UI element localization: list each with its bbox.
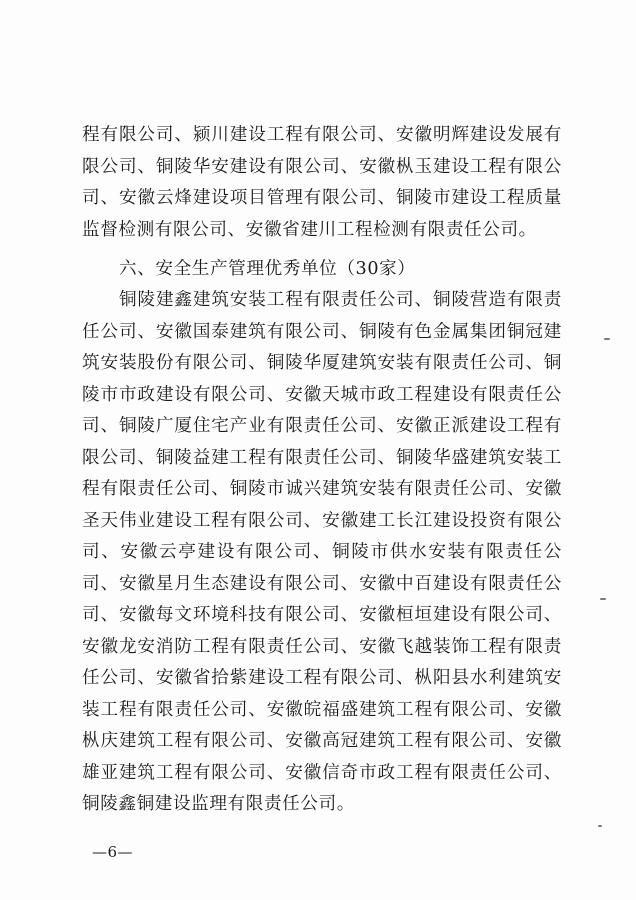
section-paragraph: 铜陵建鑫建筑安装工程有限责任公司、铜陵营造有限责任公司、安徽国泰建筑有限公司、铜陵有色金属集团铜冠建筑安装股份有限公司、铜陵华厦建筑安装有限责任公司、铜陵市市政建设有限公司、安徽天城市政工程建设有限责任公司、铜陵广厦住宅产业有限责任公司、安徽正派建设工程有限公司、铜陵益建工程有限责任公司、铜陵华盛建筑安装工程有限责任公司、铜陵市诚兴建筑安装有限责任公司、安徽圣天伟业建设工程有限公司、安徽建工长江建设投资有限公司、安徽云亭建设有限公司、铜陵市供水安装有限责任公司、安徽星月生态建设有限公司、安徽中百建设有限责任公司、安徽每文环境科技有限公司、安徽桓垣建设有限公司、安徽龙安消防工程有限责任公司、安徽飞越装饰工程有限责任公司、安徽省拾紫建设工程有限公司、枞阳县水利建筑安装工程有限责任公司、安徽皖福盛建筑工程有限公司、安徽枞庆建筑工程有限公司、安徽高冠建筑工程有限公司、安徽雄亚建筑工程有限公司、安徽信奇市政工程有限责任公司、铜陵鑫铜建设监理有限责任公司。 [82, 290, 562, 814]
scan-speck [600, 598, 606, 600]
page-number: —6— [92, 843, 134, 861]
continued-paragraph: 程有限公司、颍川建设工程有限公司、安徽明辉建设发展有限公司、铜陵华安建设有限公司、安徽枞玉建设工程有限公司、安徽云烽建设项目管理有限公司、铜陵市建设工程质量监督检测有限公司、安徽省建川工程检测有限责任公司。 [82, 125, 562, 240]
section-heading: 六、安全生产管理优秀单位（30家） [119, 259, 416, 279]
scan-speck [604, 338, 610, 340]
scan-speck [598, 825, 602, 827]
